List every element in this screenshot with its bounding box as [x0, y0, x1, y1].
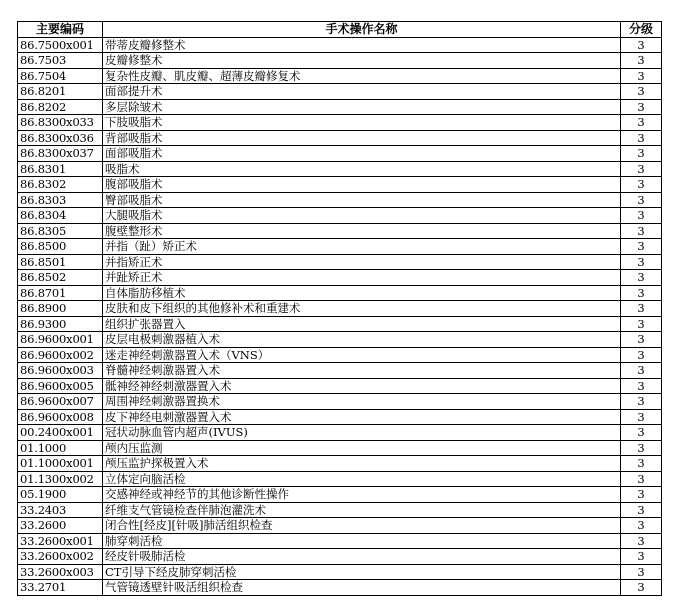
code-cell: 33.2403 — [18, 502, 103, 518]
table-row — [18, 223, 662, 239]
name-cell: 并趾矫正术 — [103, 270, 621, 286]
code-cell: 33.2701 — [18, 580, 103, 596]
table-row — [18, 502, 662, 518]
table-row — [18, 84, 662, 100]
level-cell: 3 — [621, 394, 662, 410]
level-cell: 3 — [621, 115, 662, 131]
header-code: 主要编码 — [18, 22, 103, 38]
level-cell: 3 — [621, 192, 662, 208]
level-cell: 3 — [621, 425, 662, 441]
code-cell: 01.1000x001 — [18, 456, 103, 472]
code-cell: 86.8500 — [18, 239, 103, 255]
level-cell: 3 — [621, 487, 662, 503]
table-row — [18, 161, 662, 177]
level-cell: 3 — [621, 239, 662, 255]
table-row — [18, 347, 662, 363]
table-row — [18, 239, 662, 255]
level-cell: 3 — [621, 161, 662, 177]
level-cell: 3 — [621, 332, 662, 348]
name-cell: 冠状动脉血管内超声(IVUS) — [103, 425, 621, 441]
level-cell: 3 — [621, 223, 662, 239]
code-cell: 33.2600x002 — [18, 549, 103, 565]
table-row — [18, 254, 662, 270]
code-cell: 01.1000 — [18, 440, 103, 456]
code-cell: 86.9600x008 — [18, 409, 103, 425]
level-cell: 3 — [621, 53, 662, 69]
code-cell: 86.8300x037 — [18, 146, 103, 162]
name-cell: 闭合性[经皮][针吸]肺活组织检查 — [103, 518, 621, 534]
table-row — [18, 270, 662, 286]
name-cell: 皮肤和皮下组织的其他修补术和重建术 — [103, 301, 621, 317]
level-cell: 3 — [621, 208, 662, 224]
name-cell: 颅压监护探极置入术 — [103, 456, 621, 472]
header-row — [18, 22, 662, 38]
name-cell: 复杂性皮瓣、肌皮瓣、超薄皮瓣修复术 — [103, 68, 621, 84]
code-cell: 86.8303 — [18, 192, 103, 208]
table-row — [18, 363, 662, 379]
name-cell: 骶神经神经刺激器置入术 — [103, 378, 621, 394]
name-cell: 吸脂术 — [103, 161, 621, 177]
table-row — [18, 580, 662, 596]
level-cell: 3 — [621, 456, 662, 472]
table-header — [18, 22, 662, 38]
name-cell: 气管镜透壁针吸活组织检查 — [103, 580, 621, 596]
level-cell: 3 — [621, 518, 662, 534]
level-cell: 3 — [621, 363, 662, 379]
code-cell: 86.8302 — [18, 177, 103, 193]
level-cell: 3 — [621, 549, 662, 565]
table-row — [18, 316, 662, 332]
level-cell: 3 — [621, 99, 662, 115]
name-cell: 并指（趾）矫正术 — [103, 239, 621, 255]
table-row — [18, 115, 662, 131]
code-cell: 00.2400x001 — [18, 425, 103, 441]
level-cell: 3 — [621, 440, 662, 456]
code-cell: 05.1900 — [18, 487, 103, 503]
name-cell: 面部提升术 — [103, 84, 621, 100]
code-cell: 33.2600x003 — [18, 564, 103, 580]
table-row — [18, 518, 662, 534]
level-cell: 3 — [621, 68, 662, 84]
name-cell: 皮下神经电刺激器置入术 — [103, 409, 621, 425]
level-cell: 3 — [621, 37, 662, 53]
table-row — [18, 53, 662, 69]
level-cell: 3 — [621, 533, 662, 549]
name-cell: 腹部吸脂术 — [103, 177, 621, 193]
name-cell: 面部吸脂术 — [103, 146, 621, 162]
code-cell: 01.1300x002 — [18, 471, 103, 487]
table-row — [18, 378, 662, 394]
name-cell: 自体脂肪移植术 — [103, 285, 621, 301]
name-cell: 纤维支气管镜检查伴肺泡灌洗术 — [103, 502, 621, 518]
name-cell: CT引导下经皮肺穿刺活检 — [103, 564, 621, 580]
code-cell: 33.2600x001 — [18, 533, 103, 549]
code-cell: 86.7504 — [18, 68, 103, 84]
code-cell: 86.8900 — [18, 301, 103, 317]
code-cell: 86.7500x001 — [18, 37, 103, 53]
code-cell: 86.8300x036 — [18, 130, 103, 146]
level-cell: 3 — [621, 378, 662, 394]
header-level: 分级 — [621, 22, 662, 38]
name-cell: 脊髓神经刺激器置入术 — [103, 363, 621, 379]
code-cell: 33.2600 — [18, 518, 103, 534]
table-row — [18, 177, 662, 193]
name-cell: 颅内压监测 — [103, 440, 621, 456]
code-cell: 86.8305 — [18, 223, 103, 239]
table-row — [18, 285, 662, 301]
level-cell: 3 — [621, 301, 662, 317]
code-cell: 86.8300x033 — [18, 115, 103, 131]
code-cell: 86.8502 — [18, 270, 103, 286]
header-name: 手术操作名称 — [103, 22, 621, 38]
table-row — [18, 409, 662, 425]
code-cell: 86.8202 — [18, 99, 103, 115]
table-row — [18, 394, 662, 410]
procedure-table — [17, 21, 662, 596]
table-row — [18, 332, 662, 348]
name-cell: 大腿吸脂术 — [103, 208, 621, 224]
code-cell: 86.9600x002 — [18, 347, 103, 363]
code-cell: 86.9600x007 — [18, 394, 103, 410]
name-cell: 下肢吸脂术 — [103, 115, 621, 131]
table-row — [18, 487, 662, 503]
name-cell: 腹壁整形术 — [103, 223, 621, 239]
level-cell: 3 — [621, 130, 662, 146]
name-cell: 立体定向脑活检 — [103, 471, 621, 487]
level-cell: 3 — [621, 502, 662, 518]
name-cell: 背部吸脂术 — [103, 130, 621, 146]
code-cell: 86.9600x001 — [18, 332, 103, 348]
table-row — [18, 564, 662, 580]
level-cell: 3 — [621, 177, 662, 193]
name-cell: 臀部吸脂术 — [103, 192, 621, 208]
code-cell: 86.9600x003 — [18, 363, 103, 379]
name-cell: 组织扩张器置入 — [103, 316, 621, 332]
name-cell: 交感神经或神经节的其他诊断性操作 — [103, 487, 621, 503]
code-cell: 86.8304 — [18, 208, 103, 224]
code-cell: 86.8701 — [18, 285, 103, 301]
name-cell: 迷走神经刺激器置入术（VNS） — [103, 347, 621, 363]
level-cell: 3 — [621, 316, 662, 332]
name-cell: 经皮针吸肺活检 — [103, 549, 621, 565]
table-row — [18, 130, 662, 146]
name-cell: 并指矫正术 — [103, 254, 621, 270]
name-cell: 周围神经刺激器置换术 — [103, 394, 621, 410]
code-cell: 86.9300 — [18, 316, 103, 332]
table-row — [18, 440, 662, 456]
code-cell: 86.8201 — [18, 84, 103, 100]
level-cell: 3 — [621, 564, 662, 580]
table-row — [18, 192, 662, 208]
table-row — [18, 99, 662, 115]
level-cell: 3 — [621, 580, 662, 596]
level-cell: 3 — [621, 471, 662, 487]
name-cell: 皮层电极刺激器植入术 — [103, 332, 621, 348]
table-row — [18, 549, 662, 565]
document-page — [17, 21, 661, 596]
level-cell: 3 — [621, 254, 662, 270]
code-cell: 86.8301 — [18, 161, 103, 177]
code-cell: 86.9600x005 — [18, 378, 103, 394]
table-body — [18, 37, 662, 595]
level-cell: 3 — [621, 347, 662, 363]
table-row — [18, 425, 662, 441]
table-row — [18, 456, 662, 472]
name-cell: 肺穿刺活检 — [103, 533, 621, 549]
name-cell: 带蒂皮瓣修整术 — [103, 37, 621, 53]
table-row — [18, 37, 662, 53]
name-cell: 皮瓣修整术 — [103, 53, 621, 69]
level-cell: 3 — [621, 146, 662, 162]
table-row — [18, 208, 662, 224]
level-cell: 3 — [621, 409, 662, 425]
level-cell: 3 — [621, 285, 662, 301]
code-cell: 86.8501 — [18, 254, 103, 270]
table-row — [18, 68, 662, 84]
table-row — [18, 533, 662, 549]
table-row — [18, 301, 662, 317]
name-cell: 多层除皱术 — [103, 99, 621, 115]
code-cell: 86.7503 — [18, 53, 103, 69]
level-cell: 3 — [621, 84, 662, 100]
level-cell: 3 — [621, 270, 662, 286]
table-row — [18, 471, 662, 487]
table-row — [18, 146, 662, 162]
